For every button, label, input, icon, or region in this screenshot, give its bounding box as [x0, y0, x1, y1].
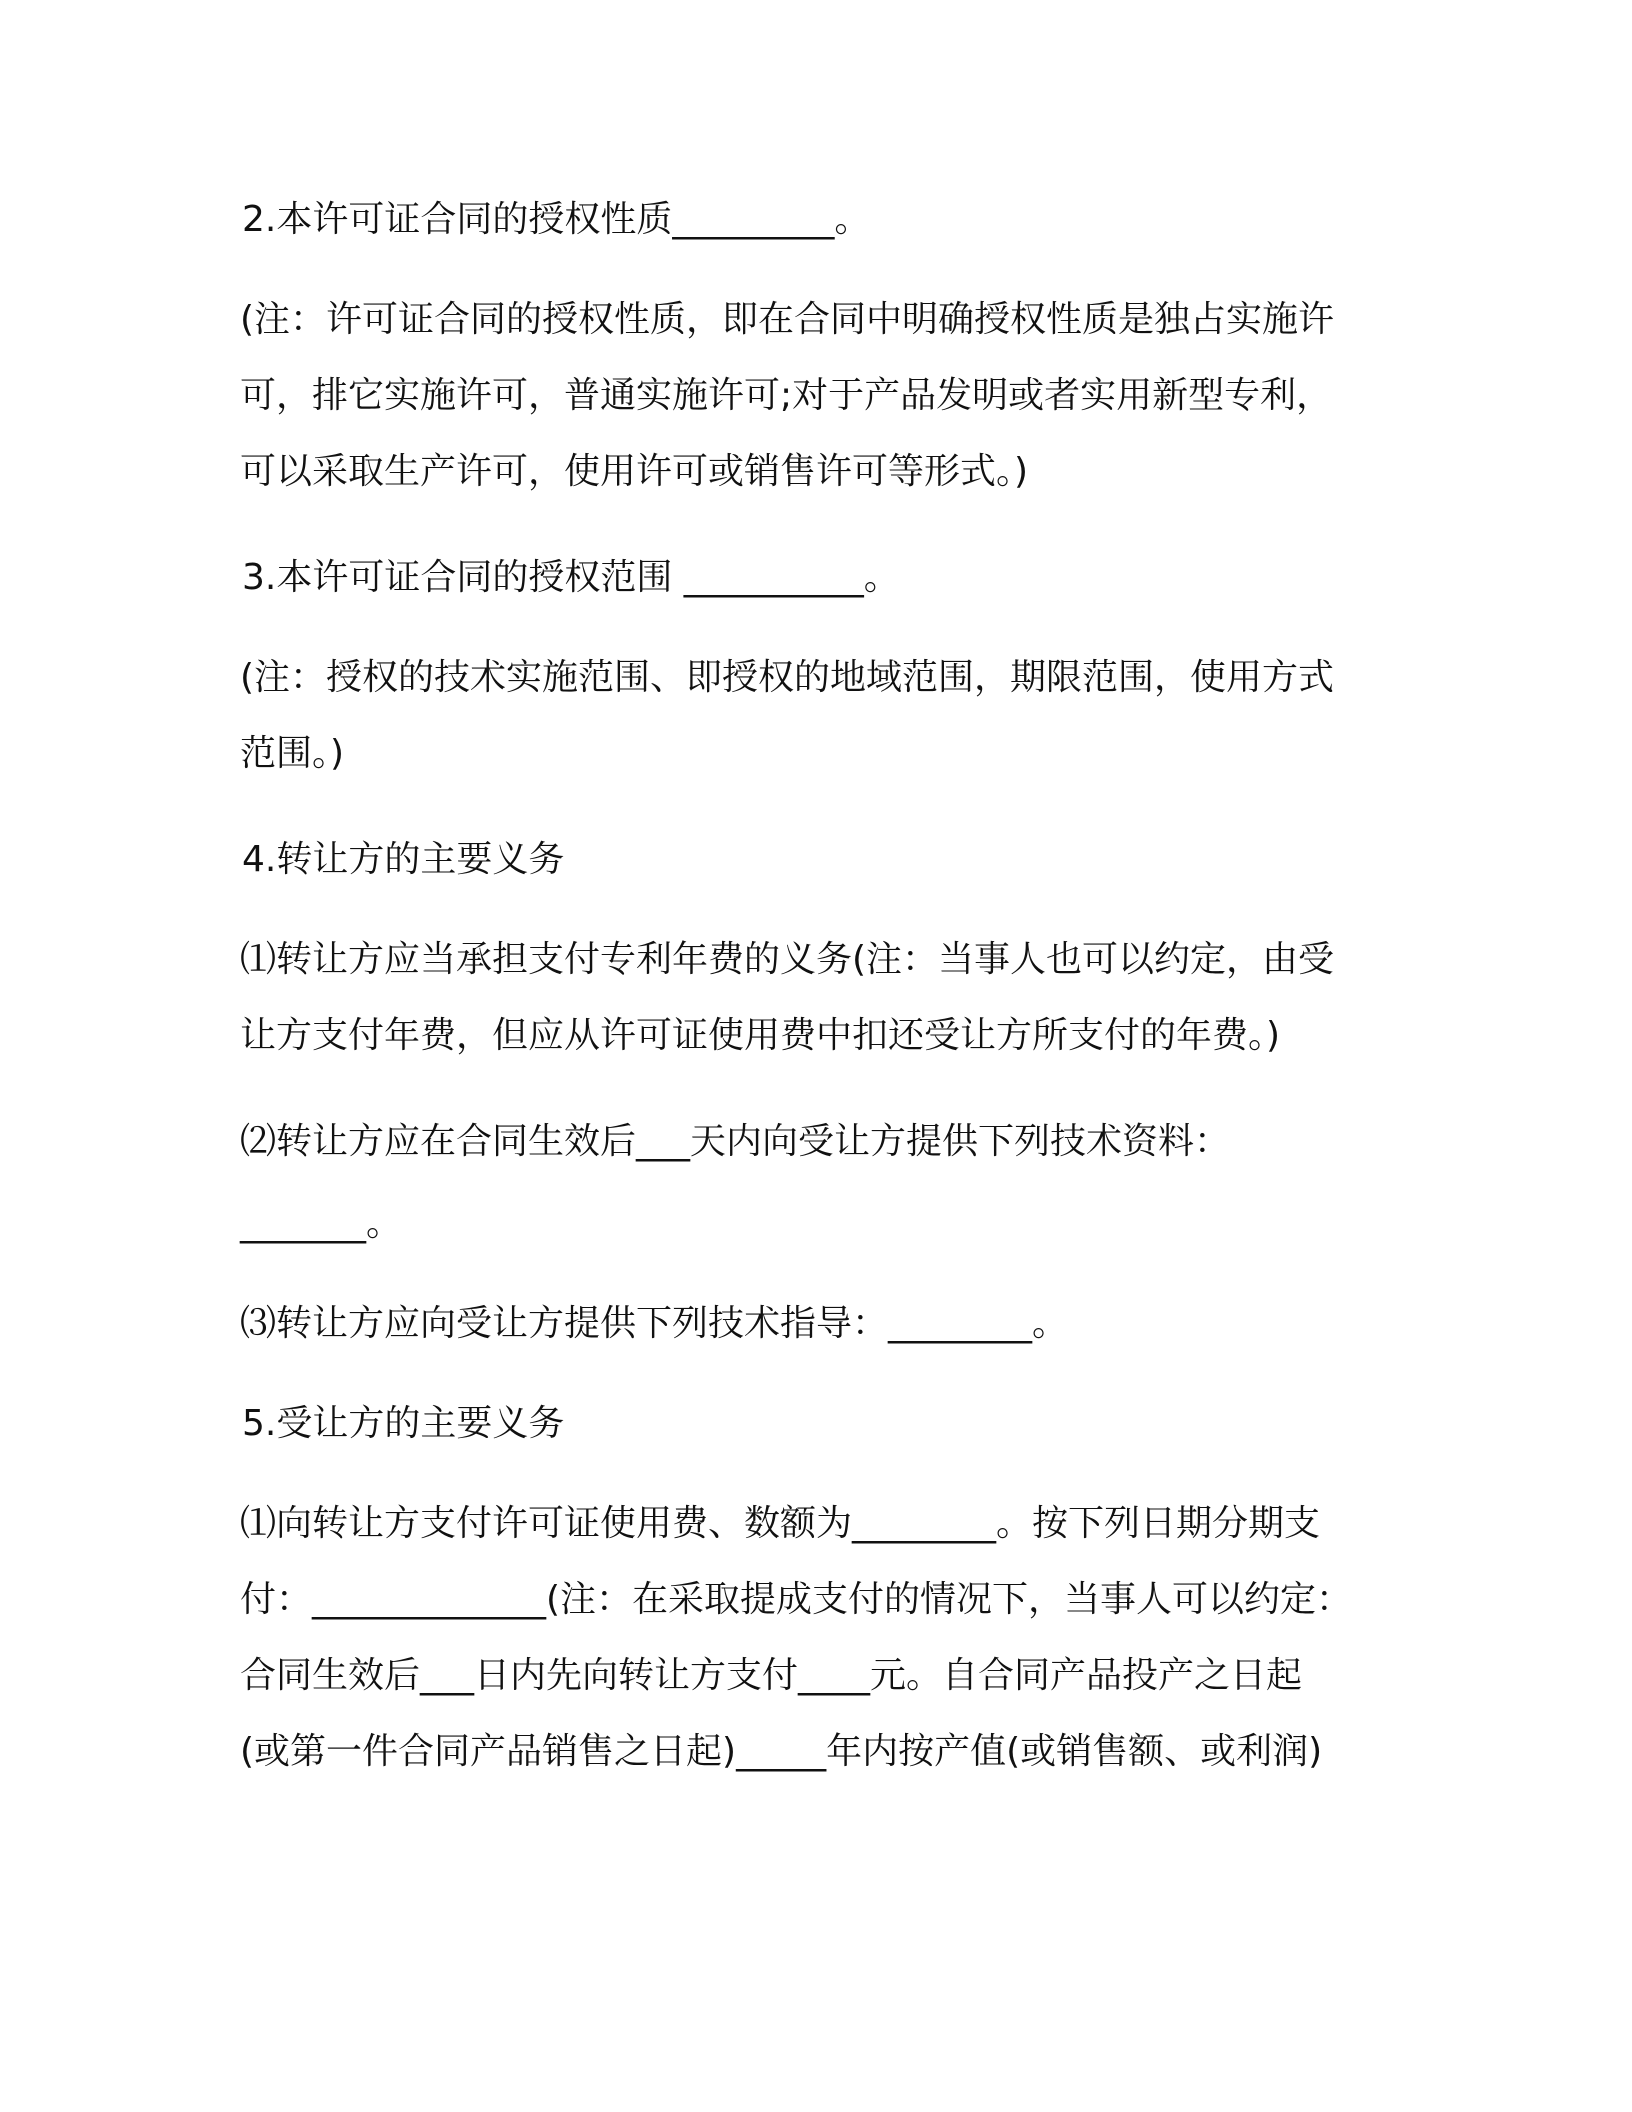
- clause-4-heading: 4.转让方的主要义务: [242, 839, 565, 880]
- clause-2-heading: 2.本许可证合同的授权性质_________。: [242, 199, 871, 240]
- clause-4-item-1-line-2: 让方支付年费，但应从许可证使用费中扣还受让方所支付的年费。): [240, 1015, 1281, 1056]
- clause-3-heading: 3.本许可证合同的授权范围 __________。: [242, 557, 900, 598]
- clause-4-item-2-line-2: _______。: [240, 1203, 403, 1244]
- clause-5-heading: 5.受让方的主要义务: [242, 1403, 565, 1444]
- clause-2-note-line-3: 可以采取生产许可，使用许可或销售许可等形式。): [240, 451, 1029, 492]
- clause-5-item-1-line-2: 付：_____________(注：在采取提成支付的情况下，当事人可以约定：: [240, 1579, 1353, 1620]
- clause-3-note-line-2: 范围。): [240, 733, 345, 774]
- clause-4-item-1-line-1: ⑴转让方应当承担支付专利年费的义务(注：当事人也可以约定，由受: [240, 939, 1335, 980]
- clause-5-item-1-line-4: (或第一件合同产品销售之日起)_____年内按产值(或销售额、或利润): [240, 1731, 1323, 1772]
- clause-4-item-3: ⑶转让方应向受让方提供下列技术指导：________。: [240, 1303, 1069, 1344]
- clause-5-item-1-line-3: 合同生效后___日内先向转让方支付____元。自合同产品投产之日起: [240, 1655, 1303, 1696]
- clause-5-item-1-line-1: ⑴向转让方支付许可证使用费、数额为________。按下列日期分期支: [240, 1503, 1321, 1544]
- clause-4-item-2-line-1: ⑵转让方应在合同生效后___天内向受让方提供下列技术资料：: [240, 1121, 1231, 1162]
- clause-2-note-line-2: 可，排它实施许可，普通实施许可;对于产品发明或者实用新型专利，: [240, 375, 1333, 416]
- clause-2-note-line-1: (注：许可证合同的授权性质，即在合同中明确授权性质是独占实施许: [240, 299, 1335, 340]
- clause-3-note-line-1: (注：授权的技术实施范围、即授权的地域范围，期限范围，使用方式: [240, 657, 1335, 698]
